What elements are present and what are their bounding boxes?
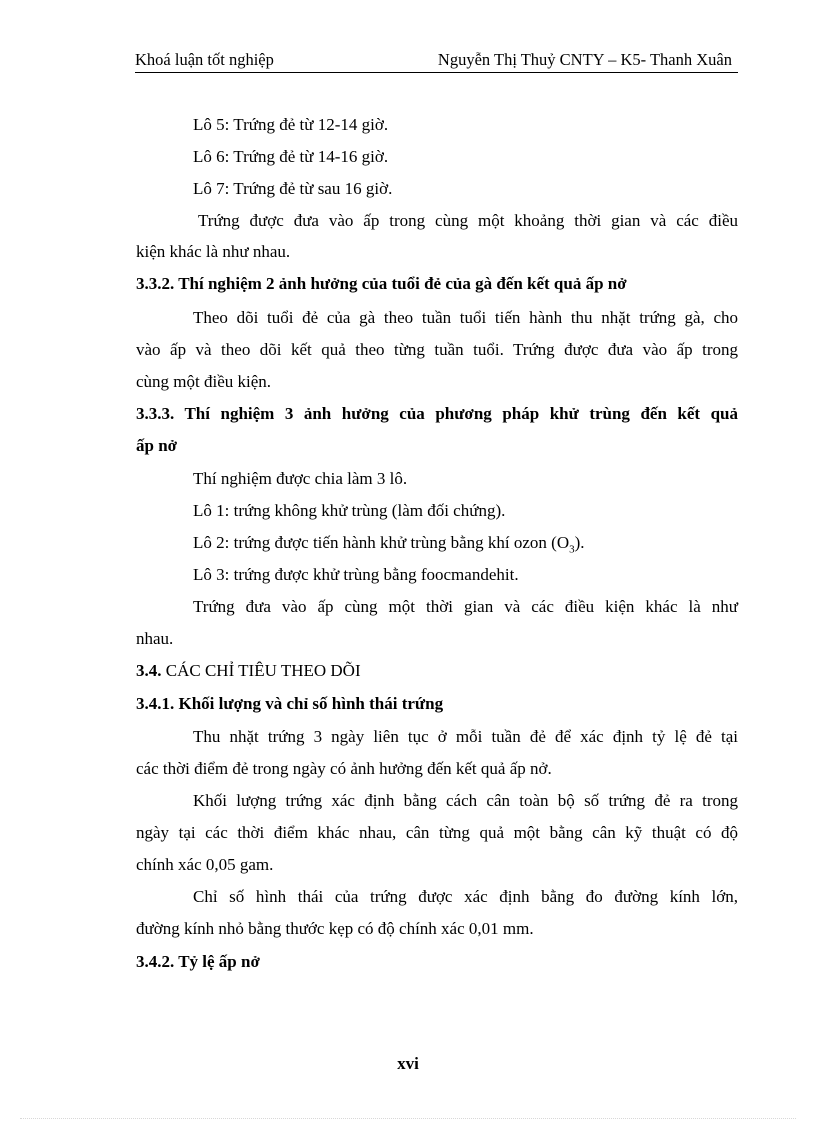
paragraph-line: vào ấp và theo dõi kết quả theo từng tuần tuổi. Trứng được đưa vào ấp trong [136, 340, 738, 359]
list-item: Lô 3: trứng được khử trùng bằng foocmandehit. [193, 565, 519, 584]
page-bottom-divider [20, 1118, 796, 1119]
paragraph-line: chính xác 0,05 gam. [136, 855, 274, 874]
subscript: 3 [569, 543, 575, 556]
section-heading-3-3-2: 3.3.2. Thí nghiệm 2 ảnh hưởng của tuổi đẻ của gà đến kết quả ấp nở [136, 274, 627, 293]
page-number: xvi [397, 1054, 419, 1073]
section-heading-3-3-3: 3.3.3. Thí nghiệm 3 ảnh hưởng của phương pháp khử trùng đến kết quả [136, 404, 738, 423]
list-item: Lô 5: Trứng đẻ từ 12-14 giờ. [193, 115, 389, 134]
paragraph-line: nhau. [136, 629, 174, 648]
list-item-text: Lô 2: trứng được tiến hành khử trùng bằng khí ozon (O [193, 533, 570, 552]
paragraph-line: các thời điểm đẻ trong ngày có ảnh hưởng đến kết quả ấp nở. [136, 759, 552, 778]
paragraph-line: Trứng đưa vào ấp cùng một thời gian và các điều kiện khác là như [193, 597, 738, 616]
paragraph-line: ngày tại các thời điểm khác nhau, cân từng quả một bằng cân kỹ thuật có độ [136, 823, 738, 842]
paragraph-line: Trứng được đưa vào ấp trong cùng một khoảng thời gian và các điều [198, 211, 738, 230]
paragraph-line: Theo dõi tuổi đẻ của gà theo tuần tuổi tiến hành thu nhặt trứng gà, cho [193, 308, 738, 327]
section-number: 3.4. [136, 661, 162, 680]
section-heading-3-4 [136, 661, 361, 681]
paragraph-line: Chỉ số hình thái của trứng được xác định bằng đo đường kính lớn, [193, 887, 738, 906]
list-item: Lô 1: trứng không khử trùng (làm đối chứng). [193, 501, 506, 520]
paragraph-line: Thí nghiệm được chia làm 3 lô. [193, 469, 408, 488]
paragraph-line: cùng một điều kiện. [136, 372, 272, 391]
section-heading-3-4-1: 3.4.1. Khối lượng và chỉ số hình thái trứng [136, 694, 444, 713]
list-item-text-end: ). [574, 533, 585, 552]
list-item: Lô 6: Trứng đẻ từ 14-16 giờ. [193, 147, 389, 166]
header-author: Nguyễn Thị Thuỷ CNTY – K5- Thanh Xuân [437, 50, 732, 69]
section-heading-3-4-2: 3.4.2. Tỷ lệ ấp nở [136, 952, 260, 971]
list-item: Lô 7: Trứng đẻ từ sau 16 giờ. [193, 179, 393, 198]
section-heading-3-3-3-cont: ấp nở [136, 436, 178, 455]
paragraph-line: Thu nhặt trứng 3 ngày liên tục ở mỗi tuần đẻ để xác định tỷ lệ đẻ tại [193, 727, 738, 746]
page-header [135, 48, 738, 73]
paragraph-line: kiện khác là như nhau. [136, 242, 291, 261]
list-item [193, 533, 585, 555]
paragraph-line: đường kính nhỏ bằng thước kẹp có độ chính xác 0,01 mm. [136, 919, 534, 938]
paragraph-line: Khối lượng trứng xác định bằng cách cân toàn bộ số trứng đẻ ra trong [193, 791, 738, 810]
header-thesis-title: Khoá luận tốt nghiệp [135, 50, 274, 69]
section-title: CÁC CHỈ TIÊU THEO DÕI [165, 661, 361, 680]
